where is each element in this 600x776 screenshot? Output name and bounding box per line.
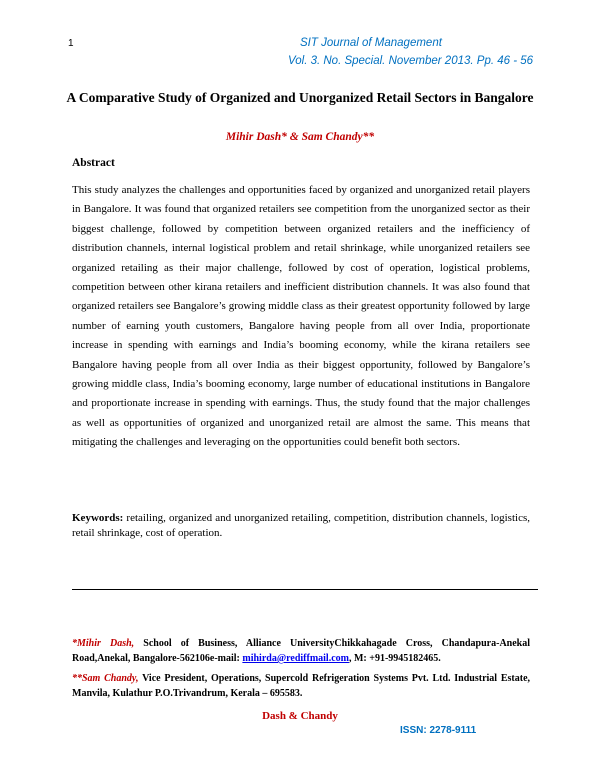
footnote-author-1 — [72, 636, 530, 666]
page-number: 1 — [68, 38, 74, 49]
footnote-1-text: School of Business, Alliance UniversityChikkahagade Cross, Chandapura-Anekal Road,Anekal, Bangalore-562106e-mail: — [72, 638, 531, 664]
footer-authors: Dash & Chandy — [262, 710, 338, 722]
footnote-divider — [72, 589, 538, 590]
keywords-text: retailing, organized and unorganized retailing, competition, distribution channels, logistics, retail shrinkage, cost of operation. — [72, 512, 530, 539]
footnote-2-name: **Sam Chandy, — [72, 673, 139, 684]
journal-name: SIT Journal of Management — [300, 37, 442, 49]
abstract-heading: Abstract — [72, 157, 115, 169]
issn: ISSN: 2278-9111 — [400, 725, 477, 736]
volume-info: Vol. 3. No. Special. November 2013. Pp. 46 - 56 — [288, 55, 534, 67]
author-email-link[interactable]: mihirda@rediffmail.com — [242, 653, 349, 664]
keywords — [72, 511, 530, 541]
footnote-1-tail: , M: +91-9945182465. — [348, 653, 441, 664]
paper-authors: Mihir Dash* & Sam Chandy** — [225, 131, 375, 143]
footnote-1-name: *Mihir Dash, — [72, 638, 135, 649]
abstract-text: This study analyzes the challenges and opportunities faced by organized and unorganized retail players in Bangalore. It was found that organized retailers see competition from the unorganized sector as their biggest challenge, followed by competition between organized retailers and the inefficiency of distribution channels, internal logistical problem and retail shrinkage, while unorganized retailers see organized retailing as their major challenge, followed by cost of operation, logistical problems, competition between other kirana retailers and inefficient distribution channels. It was also found that organized retailers see Bangalore’s growing middle class as their greatest opportunity followed by large number of earning youth customers, Bangalore having people from all over India, proportionate increase in spending with earnings and India’s booming economy, while the kirana retailers see Bangalore having people from all over India as their biggest opportunity, followed by Bangalore’s growing middle class, India’s booming economy, large number of educational institutions in Bangalore and proportionate increase in spending with earnings. Thus, the study found that the major challenges as well as opportunities of organized and unorganized retail are almost the same. This means that mitigating the challenges and leveraging on the opportunities could benefit both sectors. — [72, 184, 530, 449]
keywords-label: Keywords: — [72, 512, 124, 524]
footnote-author-2 — [72, 671, 530, 701]
footnote-2-text: Vice President, Operations, Supercold Refrigeration Systems Pvt. Ltd. Industrial Estate, Manvila, Kulathur P.O.Trivandrum, Kerala – 695583. — [72, 673, 531, 699]
paper-title: A Comparative Study of Organized and Unorganized Retail Sectors in Bangalore — [66, 90, 534, 105]
